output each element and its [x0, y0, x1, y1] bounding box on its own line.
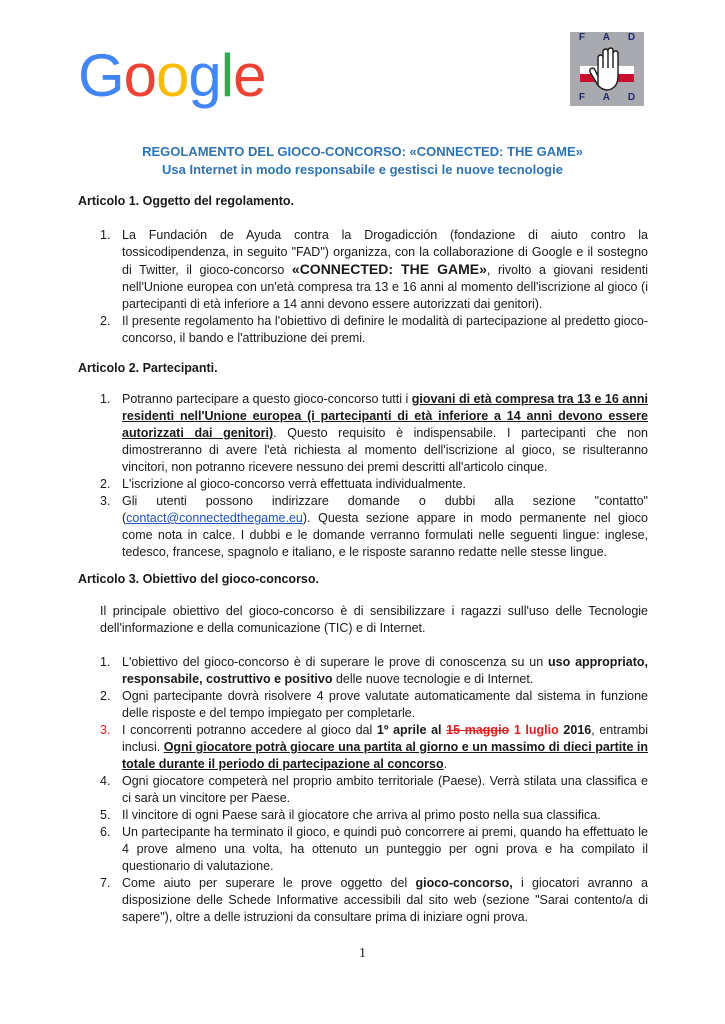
deleted-date: 15 maggio — [446, 723, 510, 737]
list-item: 2. Il presente regolamento ha l'obiettivo di definire le modalità di partecipazione al predetto gioco-concorso, il bando e l'attribuzione dei premi. — [100, 314, 648, 345]
list-item: 5. Il vincitore di ogni Paese sarà il giocatore che arriva al primo posto nella sua classifica. — [100, 808, 601, 822]
article-2-heading: Articolo 2. Partecipanti. — [78, 361, 218, 375]
list-item: 3. I concorrenti potranno accedere al gioco dal 1º aprile al 15 maggio 1 luglio 2016, entrambi inclusi. Ogni giocatore potrà giocare una partita al giorno e un massimo di dieci partite in totale durante il periodo di partecipazione al concorso. — [100, 723, 648, 771]
article-1-heading: Articolo 1. Oggetto del regolamento. — [78, 194, 294, 208]
page-number: 1 — [359, 946, 366, 961]
hand-icon — [580, 46, 634, 92]
list-item: 6. Un partecipante ha terminato il gioco, e quindi può concorrere ai premi, quando ha effettuato le 4 prove almeno una volta, ha ottenuto un punteggio per ogni prova e ha compilato il questionario di valutazione. — [100, 825, 648, 873]
article-3-heading: Articolo 3. Obiettivo del gioco-concorso. — [78, 572, 319, 586]
list-item: 7. Come aiuto per superare le prove oggetto del gioco-concorso, i giocatori avranno a disposizione delle Schede Informative accessibili dal sito web (sezione "Sarai contento/a di sapere"), oltre a delle istruzioni da consultare prima di iniziare ogni prova. — [100, 876, 648, 924]
article-2-list — [100, 391, 648, 561]
google-logo: Google — [78, 42, 266, 109]
contact-email-link[interactable]: contact@connectedthegame.eu — [126, 511, 303, 525]
list-item: 1. Potranno partecipare a questo gioco-concorso tutti i giovani di età compresa tra 13 e 16 anni residenti nell'Unione europea (i partecipanti di età inferiore a 14 anni devono essere autorizzati dai genitori). Questo requisito è indispensabile. I partecipanti che non dimostreranno di avere l'età richiesta al momento dell'iscrizione al gioco, se risulteranno vincitori, non potranno ricevere nessuno dei premi descritti all'articolo cinque. — [100, 392, 649, 474]
corrected-date: 1 luglio — [513, 723, 559, 737]
document-subtitle: Usa Internet in modo responsabile e gestisci le nuove tecnologie — [162, 162, 563, 177]
list-item: 1. L'obiettivo del gioco-concorso è di superare le prove di conoscenza su un uso appropriato, responsabile, costruttivo e positivo delle nuove tecnologie e di Internet. — [100, 655, 648, 686]
fad-logo — [570, 32, 644, 106]
article-3-list — [100, 654, 648, 926]
fad-logo-top-letters: F A D — [578, 32, 636, 43]
list-item: 2. Ogni partecipante dovrà risolvere 4 prove valutate automaticamente dal sistema in funzione delle risposte e del tempo impiegato per completarle. — [100, 689, 648, 720]
article-3-intro: Il principale obiettivo del gioco-concorso è di sensibilizzare i ragazzi sull'uso delle Tecnologie dell'informazione e della comunicazione (TIC) e di Internet. — [100, 604, 648, 635]
fad-logo-bottom-letters: F A D — [578, 92, 636, 103]
list-item: 4. Ogni giocatore competerà nel proprio ambito territoriale (Paese). Verrà stilata una classifica e ci sarà un vincitore per Paese. — [100, 774, 648, 805]
list-item: 1. La Fundación de Ayuda contra la Drogadicción (fondazione di aiuto contro la tossicodipendenza, in seguito "FAD") organizza, con la collaborazione di Google e il sostegno di Twitter, il gioco-concorso «CONNECTED: THE GAME», rivolto a giovani residenti nell'Unione europea con un'età compresa tra 13 e 16 anni al momento dell'iscrizione al gioco (i partecipanti di età inferiore a 14 anni devono essere autorizzati dai genitori). — [100, 228, 648, 311]
list-item: 3. Gli utenti possono indirizzare domande o dubbi alla sezione "contatto" (contact@connectedthegame.eu). Questa sezione appare in modo permanente nel gioco come nota in calce. I dubbi e le domande verranno formulati nelle seguenti lingue: inglese, tedesco, francese, spagnolo e italiano, e le risposte saranno redatte nelle stesse lingue. — [100, 494, 648, 559]
document-title: REGOLAMENTO DEL GIOCO-CONCORSO: «CONNECTED: THE GAME» — [142, 144, 583, 159]
article-1-list — [100, 227, 648, 347]
list-item: 2. L'iscrizione al gioco-concorso verrà effettuata individualmente. — [100, 477, 467, 491]
